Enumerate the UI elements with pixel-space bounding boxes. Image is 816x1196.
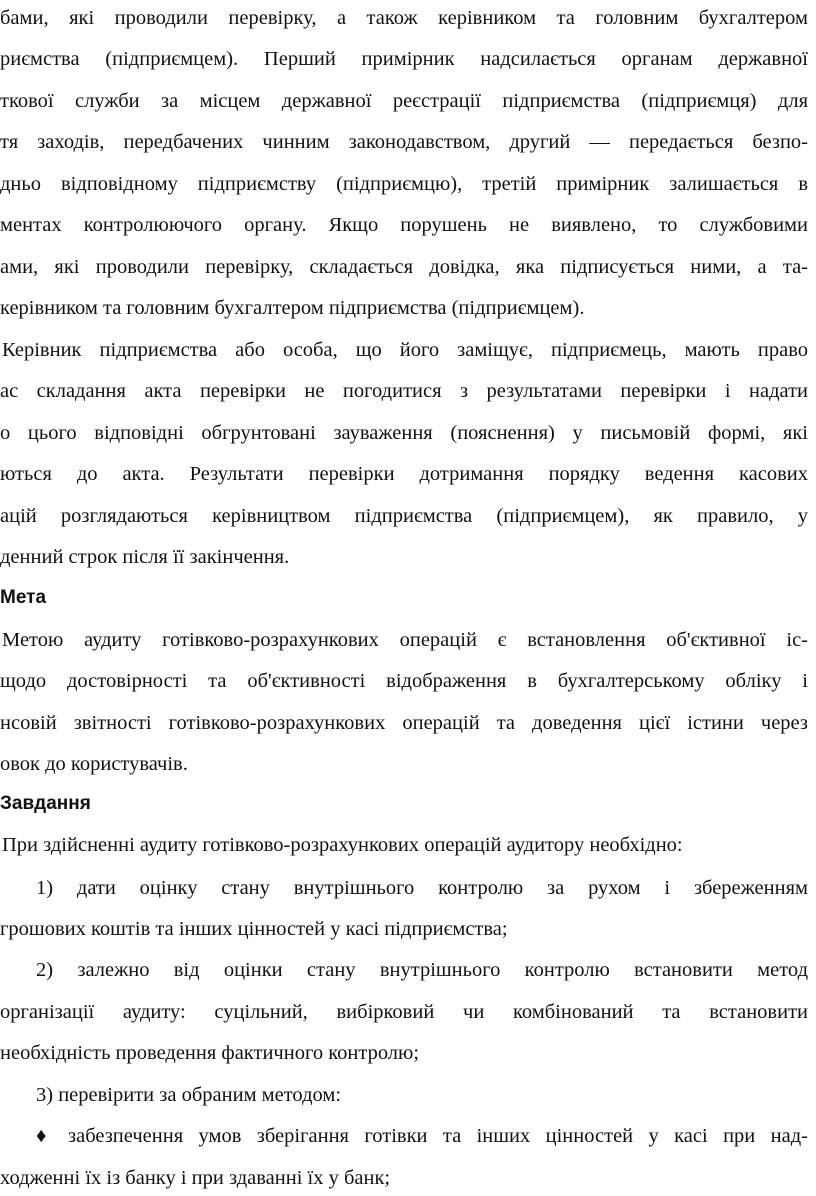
- text-line: о цього відповідні обгрунтовані зауваження (пояснення) у письмовій формі, які: [0, 422, 808, 444]
- text-line: організації аудиту: суцільний, вибірковий чи комбінований та встановити: [0, 1001, 808, 1023]
- paragraph-start-line: При здійсненні аудиту готівково-розрахункових операцій аудитору необхідно:: [2, 834, 683, 856]
- text-line: ацій розглядаються керівництвом підприємства (підприємцем), як правило, у: [0, 505, 808, 527]
- text-line: ткової служби за місцем державної реєстрації підприємства (підприємця) для: [0, 90, 808, 112]
- text-line: ментах контролюючого органу. Якщо порушень не виявлено, то службовими: [0, 214, 808, 236]
- text-line: бами, які проводили перевірку, а також керівником та головним бухгалтером: [0, 7, 808, 29]
- list-item-2: 2) залежно від оцінки стану внутрішнього контролю встановити метод: [36, 959, 808, 981]
- text-line: ас складання акта перевірки не погодитися з результатами перевірки і надати: [0, 380, 808, 402]
- text-line: овок до користувачів.: [0, 753, 188, 775]
- text-line: необхідність проведення фактичного контролю;: [0, 1042, 420, 1064]
- text-line: тя заходів, передбачених чинним законодавством, другий — передається безпо-: [0, 131, 808, 153]
- text-line: ходженні їх із банку і при здаванні їх у банк;: [0, 1167, 391, 1189]
- text-line: грошових коштів та інших цінностей у касі підприємства;: [0, 918, 508, 940]
- paragraph-start-line: Метою аудиту готівково-розрахункових операцій є встановлення об'єктивної іс-: [2, 629, 808, 651]
- text-line: денний строк після її закінчення.: [0, 546, 290, 568]
- bullet-diamond-icon: ♦: [36, 1125, 47, 1147]
- text-line: дньо відповідному підприємству (підприємцю), третій примірник залишається в: [0, 173, 808, 195]
- section-heading-tasks: Завдання: [0, 793, 91, 814]
- paragraph-start-line: Керівник підприємства або особа, що його заміщує, підприємець, мають право: [2, 339, 808, 361]
- text-line: щодо достовірності та об'єктивності відображення в бухгалтерському обліку і: [0, 670, 808, 692]
- text-line: нсовій звітності готівково-розрахункових операцій та доведення цієї істини через: [0, 712, 808, 734]
- text-line: риємства (підприємцем). Перший примірник надсилається органам державної: [0, 48, 808, 70]
- list-item-1: 1) дати оцінку стану внутрішнього контролю за рухом і збереженням: [36, 877, 808, 899]
- section-heading-meta: Мета: [0, 587, 47, 608]
- text-line: ються до акта. Результати перевірки дотримання порядку ведення касових: [0, 463, 808, 485]
- text-line: керівником та головним бухгалтером підприємства (підприємцем).: [0, 297, 585, 319]
- text-line: ами, які проводили перевірку, складається довідка, яка підписується ними, а та-: [0, 256, 808, 278]
- bullet-item: забезпечення умов зберігання готівки та інших цінностей у касі при над-: [68, 1125, 808, 1147]
- list-item-3: 3) перевірити за обраним методом:: [36, 1084, 342, 1106]
